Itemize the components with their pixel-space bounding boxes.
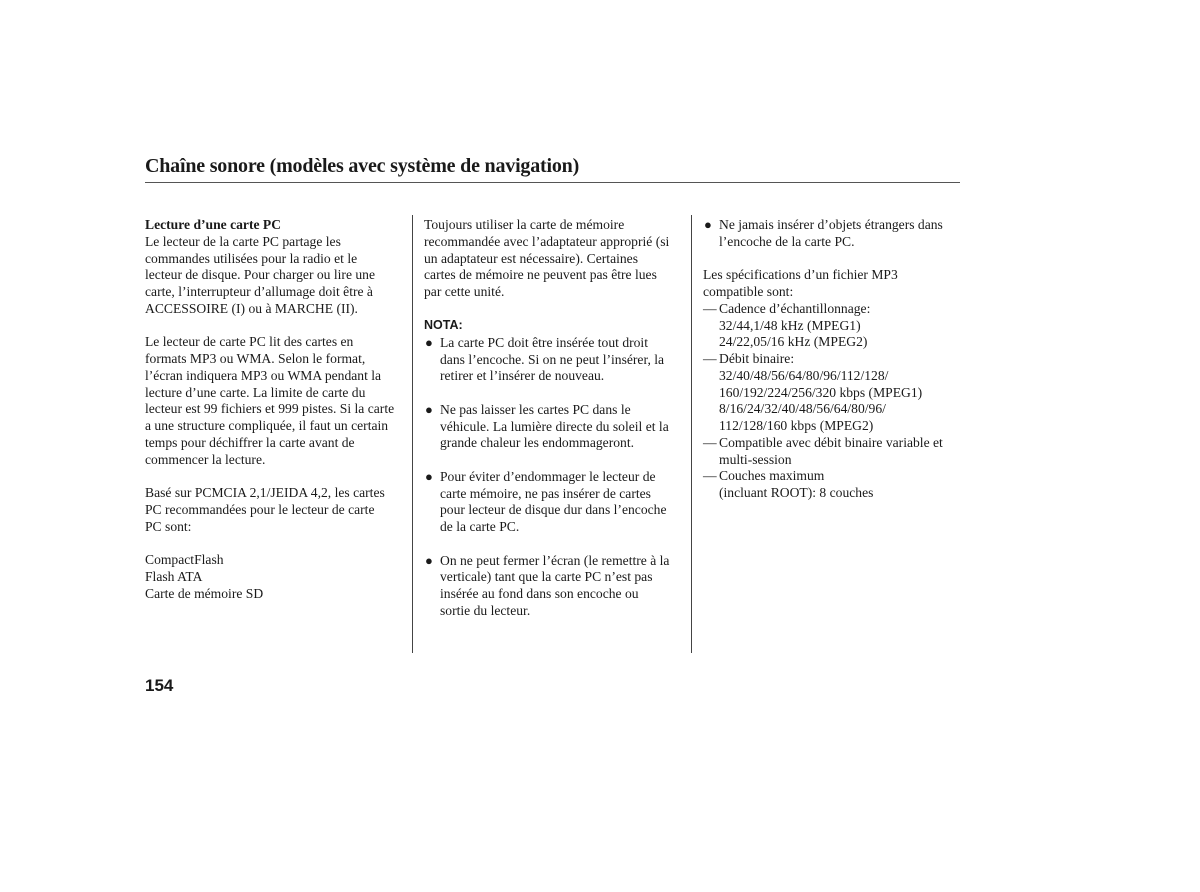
note-list	[424, 335, 686, 620]
card-type-item: Flash ATA	[145, 568, 203, 584]
column-right	[703, 217, 963, 502]
warning-list	[703, 217, 963, 251]
note-item: ● Ne pas laisser les cartes PC dans le véhicule. La lumière directe du soleil et la grande chaleur les endommageront.	[425, 401, 669, 451]
column-middle	[424, 217, 686, 636]
title-rule	[145, 182, 960, 183]
paragraph-mp3-specs-intro: Les spécifications d’un fichier MP3 compatible sont:	[703, 267, 898, 299]
note-item: ● On ne peut fermer l’écran (le remettre à la verticale) tant que la carte PC n’est pas insérée au fond dans son encoche ou sortie du lecteur.	[425, 552, 670, 618]
paragraph-adapter: Toujours utiliser la carte de mémoire recommandée avec l’adaptateur approprié (si un adaptateur est nécessaire). Certaines cartes de mémoire ne peuvent pas être lues par cette unité.	[424, 217, 670, 299]
spec-item: — Débit binaire: 32/40/48/56/64/80/96/112/128/ 160/192/224/256/320 kbps (MPEG1) 8/16/24/32/40/48/56/64/80/96/ 112/128/160 kbps (MPEG2)	[703, 351, 923, 433]
dash-icon: —	[703, 351, 717, 366]
warning-item: ● Ne jamais insérer d’objets étrangers dans l’encoche de la carte PC.	[704, 217, 943, 249]
page-number: 154	[145, 676, 174, 695]
paragraph-recommended-cards: Basé sur PCMCIA 2,1/JEIDA 4,2, les cartes PC recommandées pour le lecteur de carte PC sont:	[145, 485, 385, 534]
note-label: NOTA:	[424, 317, 463, 332]
dash-icon: —	[703, 468, 717, 484]
bullet-icon: ●	[425, 401, 433, 417]
page-title: Chaîne sonore (modèles avec système de navigation)	[145, 155, 580, 177]
note-item: ● La carte PC doit être insérée tout droit dans l’encoche. Si on ne peut l’insérer, la retirer et l’insérer de nouveau.	[425, 334, 665, 384]
section-heading: Lecture d’une carte PC	[145, 217, 282, 232]
note-item: ● Pour éviter d’endommager le lecteur de carte mémoire, ne pas insérer de cartes pour lecteur de disque dur dans l’encoche de la carte PC.	[425, 468, 667, 534]
paragraph-charging: Le lecteur de la carte PC partage les commandes utilisées pour la radio et le lecteur de disque. Pour charger ou lire une carte, l’interrupteur d’allumage doit être à ACCESSOIRE (I) ou à MARCHE (II).	[145, 233, 376, 316]
spec-item: — Cadence d’échantillonnage: 32/44,1/48 kHz (MPEG1) 24/22,05/16 kHz (MPEG2)	[703, 300, 871, 350]
column-divider-2	[691, 215, 692, 653]
paragraph-formats: Le lecteur de carte PC lit des cartes en formats MP3 ou WMA. Selon le format, l’écran indiquera MP3 ou WMA pendant la lecture d’une carte. La limite de carte du lecteur est 99 fichiers et 999 pistes. Si la carte a une structure compliquée, il faut un certain temps pour déchiffrer la carte avant de commencer la lecture.	[145, 334, 395, 467]
bullet-icon: ●	[425, 468, 433, 484]
dash-icon: —	[703, 434, 717, 450]
card-type-item: Carte de mémoire SD	[145, 585, 264, 601]
spec-list	[703, 301, 963, 502]
column-divider-1	[412, 215, 413, 653]
spec-item: — Couches maximum (incluant ROOT): 8 couches	[703, 468, 874, 500]
bullet-icon: ●	[425, 552, 433, 568]
spec-item: — Compatible avec débit binaire variable et multi-session	[703, 434, 943, 467]
bullet-icon: ●	[704, 217, 712, 232]
bullet-icon: ●	[425, 334, 433, 350]
card-type-item: CompactFlash	[145, 552, 224, 567]
column-left	[145, 217, 407, 602]
card-type-list	[145, 552, 407, 602]
dash-icon: —	[703, 300, 717, 316]
